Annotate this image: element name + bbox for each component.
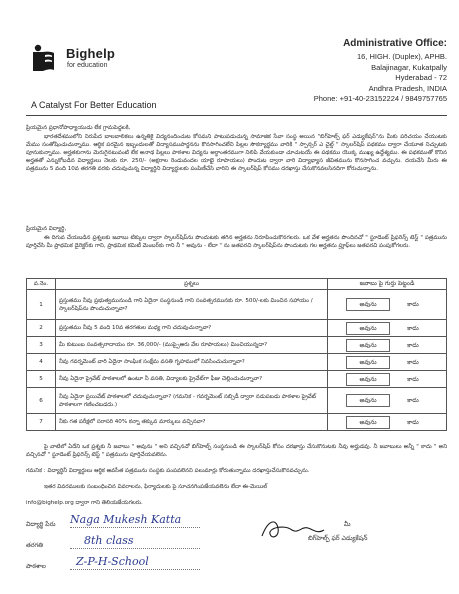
- office-phone: Phone: +91-40-23152224 / 9849757765: [313, 94, 447, 103]
- student-salutation: ప్రియమైన విద్యార్థి,: [26, 226, 67, 232]
- class-underline: [70, 548, 200, 549]
- school-label: పాఠశాల: [26, 563, 46, 570]
- row-question: ప్రస్తుతము నీవు ప్రభుత్వమునుండి గాని ఏదైనా సంస్థనుండి గాని సంవత్సరమునకు రూ. 500/-లకు మించిన సహాయం / స్కాలర్‌షిప్‌ను పొందుచున్నావా?: [56, 290, 328, 320]
- logo-icon: [30, 43, 56, 71]
- table-row: [27, 354, 447, 371]
- yes-option[interactable]: అవును: [346, 373, 390, 386]
- answer-cell: [328, 320, 447, 337]
- col-number-header: వ.నెం.: [27, 279, 56, 290]
- intro-paragraph: భారతదేశములోని నిరుపేద బాలబాలికలు ఉన్నతికై విద్యనందించుట కోసమని పాటుపడుచున్న సామాజిక సేవా సంస్థ అయిన "బిగ్‌హెల్ప్ ఫర్ ఎడ్యుకేషన్"ను మీకు పరిచయం చేయుటకు మేము సంతోషించుచున్నాము. ఆర్థిక పరమైన ఇబ్బందులతో విద్యాసముపార్జనను కొనసాగించలేని పిల్లల సౌకర్యార్థము వారికి " స్పాన్సర్ ఎ చైల్డ్ " స్కాలర్‌షిప్ పథకము ద్వారా చేయూత నిచ్చుటకు పూనుకున్నాము. అర్హతకుగాను మెరుగైనటువంటి లేక అనాథ పిల్లలు పాఠశాల విద్యను అర్ధాంతరముగా నిలిపి వేయకుండా చూచుటయే ఈ పథకము యొక్క ముఖ్య ఉద్దేశ్యము. ఈ పథకముతో కొనిన అర్హతతో ఎన్నుకోబడిన విద్యార్థులు నెలకు రూ. 250/- (అక్షరాల రెండువందల యాభై రూపాయలు) పొందుట ద్వారా వారి విద్యాభ్యాస జీవితమును కొనసాగించ వచ్చును. దయచేసి మీరు ఈ పత్రమును 5 వంది 10వ తరగతి వరకు చదువుచున్న విద్యార్థిని విద్యార్థులకు పంపిణీచేసి వారిని ఈ స్కాలర్‌షిప్ కోసము దరఖాస్తు చేసుకొనవలసినదిగా కోరుచున్నాను.: [26, 134, 447, 172]
- instructions-paragraph: ఈ దిగువ చేయబడిన ప్రశ్నలకు జవాబు టిక్కుల ద్వారా స్కాలర్‌షిప్‌ను పొందుటకు తగిన అర్హతను నిరూపించుకొనగలరు. ఒక వేళ అర్హతను పొందినచో " స్టూడెంట్ ప్రిఫరెన్స్ టెస్ట్ " పత్రమును పూర్తిచేసి మీ ప్రాథమిక డైరెక్టర్‌కు గాని, ప్రాథమిక కమిటీ మెంబర్‌కు గాని నీ " అవును - లేదా " ను జతపరచి స్కాలర్‌షిప్‌ను పొందుటకు గల అర్హతను ప్రూఫ్‌లు జతపరచి పంపుకోగలరు.: [26, 235, 447, 249]
- row-question: ప్రస్తుతము నీవు 5 వంది 10వ తరగతుల మధ్య గాని చదువుచున్నావా?: [56, 320, 328, 337]
- brand-subtitle: for education: [67, 62, 108, 69]
- salutation: ప్రియమైన ప్రధానోపాధ్యాయుడు లేక గ్రామపెద్దలకి,: [26, 125, 131, 131]
- yes-option[interactable]: అవును: [346, 394, 390, 407]
- yes-option[interactable]: అవును: [346, 322, 390, 335]
- class-value[interactable]: 8th class: [84, 534, 134, 547]
- no-option[interactable]: కాదు: [407, 375, 419, 383]
- row-number: 3: [27, 337, 56, 354]
- yes-option[interactable]: అవును: [346, 356, 390, 369]
- student-name-value[interactable]: Naga Mukesh Katta: [70, 513, 182, 526]
- no-option[interactable]: కాదు: [407, 324, 419, 332]
- office-title: Administrative Office:: [343, 38, 447, 49]
- col-answer-header: జవాబు పై గుర్తు పెట్టండి: [328, 279, 447, 290]
- table-row: [27, 320, 447, 337]
- yes-option[interactable]: అవును: [346, 416, 390, 429]
- bighelp-logo: [30, 43, 150, 83]
- office-line: Hyderabad - 72: [395, 73, 447, 82]
- student-name-label: విద్యార్థి పేరు: [26, 521, 56, 528]
- table-row: [27, 290, 447, 320]
- office-line: Balajinagar, Kukatpally: [371, 62, 447, 72]
- office-address: [287, 38, 447, 105]
- table-row: [27, 337, 447, 354]
- name-underline: [70, 527, 200, 528]
- no-option[interactable]: కాదు: [407, 301, 419, 308]
- answer-cell: [328, 414, 447, 431]
- answer-cell: [328, 337, 447, 354]
- class-label: తరగతి: [26, 542, 43, 549]
- row-number: 4: [27, 354, 56, 371]
- row-question: నీవు ఏదైనా ప్రయివేట్ పాఠశాలలో చదువుచున్నావా? (గమనిక - గవర్నమెంట్ సబ్సిడీ ద్వారా నడుపబడు పాఠశాల ప్రైవేట్ పాఠశాలగా గణించబడదు.): [56, 388, 328, 414]
- table-row: [27, 414, 447, 431]
- header-divider: [26, 115, 447, 116]
- note-paragraph: గమనిక : విద్యార్థినీ విద్యార్థులు ఆర్థిక ఆవసీత పత్రమును సంస్థకు పంపవలెనని పలుమార్లు కోరుతున్నాము దరఖాస్తుచేసుకొనవచ్చును.: [26, 468, 310, 474]
- row-number: 1: [27, 290, 56, 320]
- closing-paragraph: పై వాటిలో ఏదేని ఒక ప్రశ్నకు నీ జవాబు " అవును " అని వచ్చినచో బిగ్‌హెల్ప్ సంస్థనుండి ఈ స్కాలర్‌షిప్ కోసం దరఖాస్తు చేసుకొనుటకు నీవు అర్హుడవు. నీ జవాబులు అన్నీ " కాదు " అని వచ్చినచో " స్టూడెంట్ ప్రిఫరెన్స్ టెస్ట్ " పత్రమును పూర్తిచేయవలెను.: [26, 444, 447, 458]
- office-line: Andhra Pradesh, INDIA: [368, 83, 447, 93]
- table-row: [27, 371, 447, 388]
- office-line: 16, HIGH. (Duplex), APHB.: [356, 52, 447, 61]
- school-value[interactable]: Z-P-H-School: [76, 555, 149, 568]
- row-question: నీవు గవర్నమెంట్ వారి ఏదైనా సాంఘిక సంక్షేమ వసతి గృహములో నివసించుచున్నావా?: [56, 354, 328, 371]
- school-underline: [70, 569, 200, 570]
- col-question-header: ప్రశ్నలు: [56, 279, 328, 290]
- row-number: 6: [27, 388, 56, 414]
- answer-cell: [328, 354, 447, 371]
- eligibility-table: [26, 278, 447, 431]
- email-line: info@bighelp.org ద్వారా గాని తెలియజేయగలరు.: [26, 500, 143, 506]
- brand-name: Bighelp: [66, 46, 116, 61]
- no-option[interactable]: కాదు: [407, 341, 419, 349]
- table-row: [27, 388, 447, 414]
- row-question: నీకు గత పరీక్షలో సరాసరి 40% కన్నా తక్కువ మార్కులు వచ్చినవా?: [56, 414, 328, 431]
- row-number: 2: [27, 320, 56, 337]
- row-question: మీ కుటుంబ సంవత్సరాదాయం రూ. 36,000/- (ముప్పైఆరు వేల రూపాయలు) మించియున్నదా?: [56, 337, 328, 354]
- contact-paragraph: ఇతర వివరములకు సంబంధించిన వివరాలను, ఫిర్యాదులకు పై సూచనగింపజేయవలెను లేదా ఈ-మెయిల్: [44, 484, 268, 490]
- answer-cell: [328, 371, 447, 388]
- row-number: 5: [27, 371, 56, 388]
- yes-option[interactable]: అవును: [346, 339, 390, 352]
- student-details: [26, 513, 456, 593]
- row-question: నీవు ఏదైనా ప్రైవేట్ పాఠశాలలో ఉంటూ నీ వసతి, విద్యాలకు ప్రైవేట్‌గా ఫీజు చెల్లించుచున్నావా?: [56, 371, 328, 388]
- no-option[interactable]: కాదు: [407, 418, 419, 426]
- organization-sign-off: బిగ్‌హెల్ప్ ఫర్ ఎడ్యుకేషన్: [308, 535, 368, 542]
- answer-cell: [328, 290, 447, 320]
- no-option[interactable]: కాదు: [407, 358, 419, 366]
- row-number: 7: [27, 414, 56, 431]
- yes-option[interactable]: అవును: [346, 298, 390, 311]
- answer-cell: [328, 388, 447, 414]
- no-option[interactable]: కాదు: [407, 397, 419, 404]
- tagline: A Catalyst For Better Education: [31, 100, 157, 110]
- regards-text: మీ: [344, 521, 351, 528]
- table-header-row: [27, 279, 447, 290]
